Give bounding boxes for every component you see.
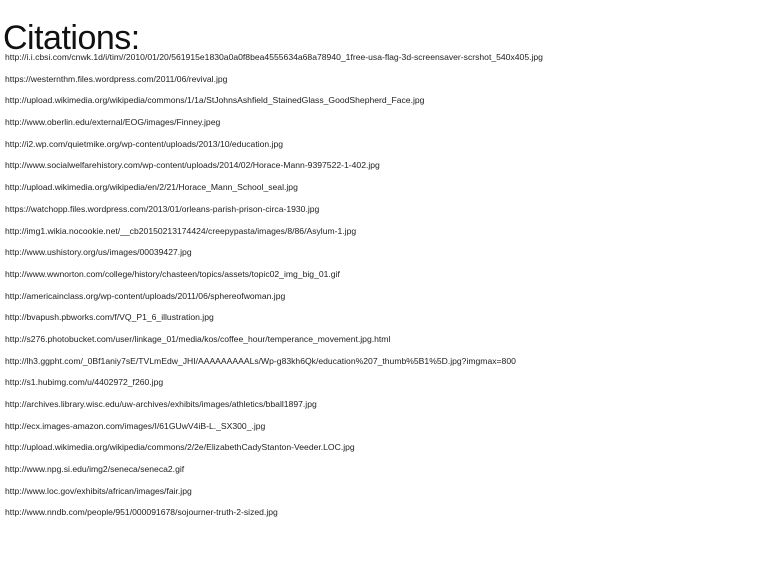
citation-item: http://ecx.images-amazon.com/images/I/61GUwV4iB-L._SX300_.jpg	[5, 420, 266, 431]
citation-item: http://www.nndb.com/people/951/000091678/sojourner-truth-2-sized.jpg	[5, 507, 278, 518]
citation-item: http://www.loc.gov/exhibits/african/images/fair.jpg	[5, 485, 192, 496]
citation-item: http://s276.photobucket.com/user/linkage_01/media/kos/coffee_hour/temperance_movement.jpg.html	[5, 333, 391, 344]
citation-item: http://s1.hubimg.com/u/4402972_f260.jpg	[5, 377, 164, 388]
citation-item: http://i2.wp.com/quietmike.org/wp-content/uploads/2013/10/education.jpg	[5, 138, 284, 149]
citation-item: http://americainclass.org/wp-content/uploads/2011/06/sphereofwoman.jpg	[5, 290, 286, 301]
citation-item: http://archives.library.wisc.edu/uw-archives/exhibits/images/athletics/bball1897.jpg	[5, 399, 317, 409]
citation-item: http://www.wwnorton.com/college/history/chasteen/topics/assets/topic02_img_big_01.gif	[5, 268, 340, 279]
citation-item: https://watchopp.files.wordpress.com/2013/01/orleans-parish-prison-circa-1930.jpg	[5, 203, 320, 214]
citation-item: http://www.npg.si.edu/img2/seneca/seneca2.gif	[5, 464, 185, 475]
citation-item: http://upload.wikimedia.org/wikipedia/commons/2/2e/ElizabethCadyStanton-Veeder.LOC.jpg	[5, 442, 355, 453]
citation-list	[5, 52, 543, 529]
citation-item: http://lh3.ggpht.com/_0Bf1aniy7sE/TVLmEdw_JHI/AAAAAAAAALs/Wp-g83kh6Qk/education%207_thumb%5B1%5D.jpg?imgmax=800	[5, 355, 516, 366]
citation-item: http://www.oberlin.edu/external/EOG/images/Finney.jpeg	[5, 117, 221, 128]
citation-item: http://www.socialwelfarehistory.com/wp-content/uploads/2014/02/Horace-Mann-9397522-1-402.jpg	[5, 160, 380, 171]
citation-item: http://img1.wikia.nocookie.net/__cb20150213174424/creepypasta/images/8/86/Asylum-1.jpg	[5, 225, 357, 236]
citation-item: http://www.ushistory.org/us/images/00039427.jpg	[5, 247, 192, 258]
slide-title: Citations:	[3, 19, 140, 57]
citation-item: https://westernthm.files.wordpress.com/2011/06/revival.jpg	[5, 73, 228, 84]
citation-item: http://bvapush.pbworks.com/f/VQ_P1_6_illustration.jpg	[5, 312, 214, 323]
citation-item: http://upload.wikimedia.org/wikipedia/commons/1/1a/StJohnsAshfield_StainedGlass_GoodShepherd_Face.jpg	[5, 95, 425, 106]
citation-item: http://i.i.cbsi.com/cnwk.1d/i/tim//2010/01/20/561915e1830a0a0f8bea4555634a68a78940_1free-usa-flag-3d-screensaver-scrshot_540x405.jpg	[5, 52, 543, 62]
citation-item: http://upload.wikimedia.org/wikipedia/en/2/21/Horace_Mann_School_seal.jpg	[5, 182, 298, 193]
